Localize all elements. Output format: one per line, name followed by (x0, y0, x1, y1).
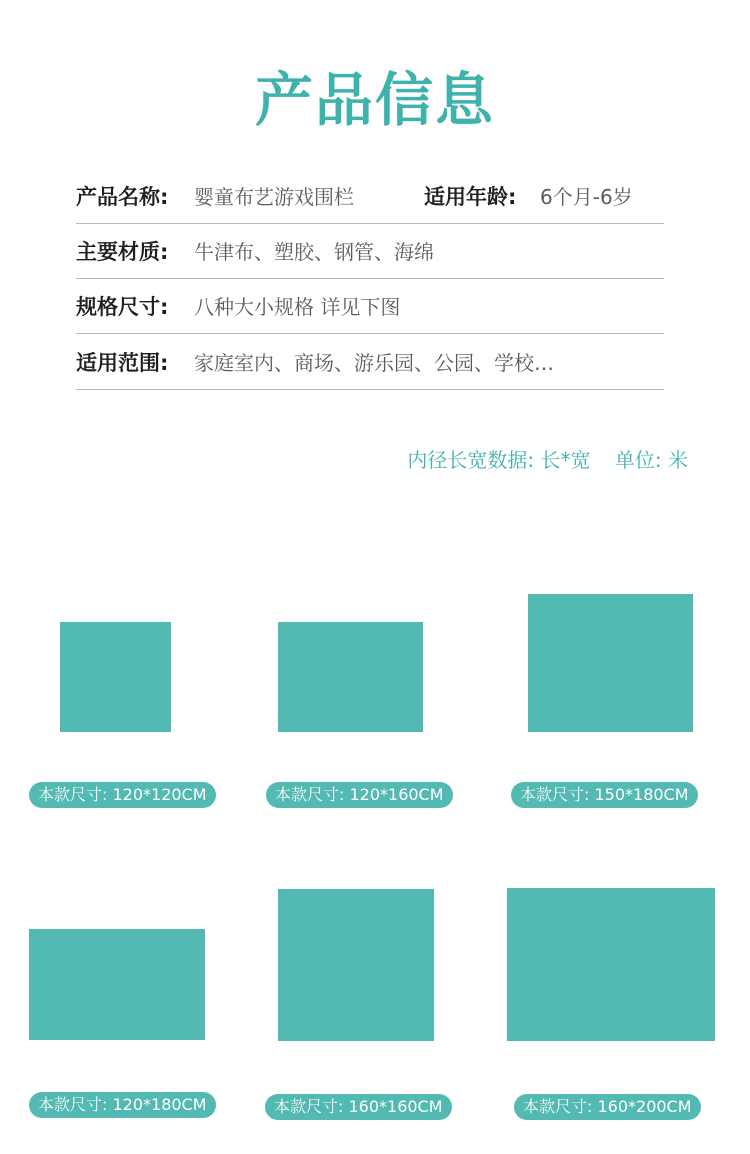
size-swatch-160x160 (278, 889, 434, 1041)
size-swatch-160x200 (507, 888, 715, 1041)
unit-note-text: 单位: 米 (614, 448, 688, 472)
spec-value: 八种大小规格 详见下图 (194, 295, 401, 319)
age-label: 适用年龄: (424, 185, 517, 209)
size-label-150x180: 本款尺寸: 150*180CM (511, 782, 698, 808)
spec-label: 规格尺寸: (76, 295, 169, 319)
size-label-120x160: 本款尺寸: 120*160CM (266, 782, 453, 808)
scope-value: 家庭室内、商场、游乐园、公园、学校… (194, 351, 554, 375)
info-row-spec (76, 278, 664, 334)
size-swatch-120x120 (60, 622, 171, 732)
size-label-160x200: 本款尺寸: 160*200CM (514, 1094, 701, 1120)
material-label: 主要材质: (76, 240, 169, 264)
size-label-120x120: 本款尺寸: 120*120CM (29, 782, 216, 808)
product-name-value: 婴童布艺游戏围栏 (194, 185, 354, 209)
size-label-160x160: 本款尺寸: 160*160CM (265, 1094, 452, 1120)
dimension-note-text: 内径长宽数据: 长*宽 (407, 448, 591, 472)
age-value: 6个月-6岁 (540, 185, 633, 209)
size-swatch-150x180 (528, 594, 693, 732)
size-label-120x180: 本款尺寸: 120*180CM (29, 1092, 216, 1118)
info-row-name-age (76, 168, 664, 224)
scope-label: 适用范围: (76, 351, 169, 375)
info-row-material (76, 223, 664, 279)
page-title: 产品信息 (254, 66, 495, 134)
size-swatch-120x180 (29, 929, 205, 1040)
material-value: 牛津布、塑胶、钢管、海绵 (194, 240, 434, 264)
product-name-label: 产品名称: (76, 185, 169, 209)
dimension-note (407, 444, 688, 473)
info-row-scope (76, 334, 664, 390)
size-swatch-120x160 (278, 622, 423, 732)
